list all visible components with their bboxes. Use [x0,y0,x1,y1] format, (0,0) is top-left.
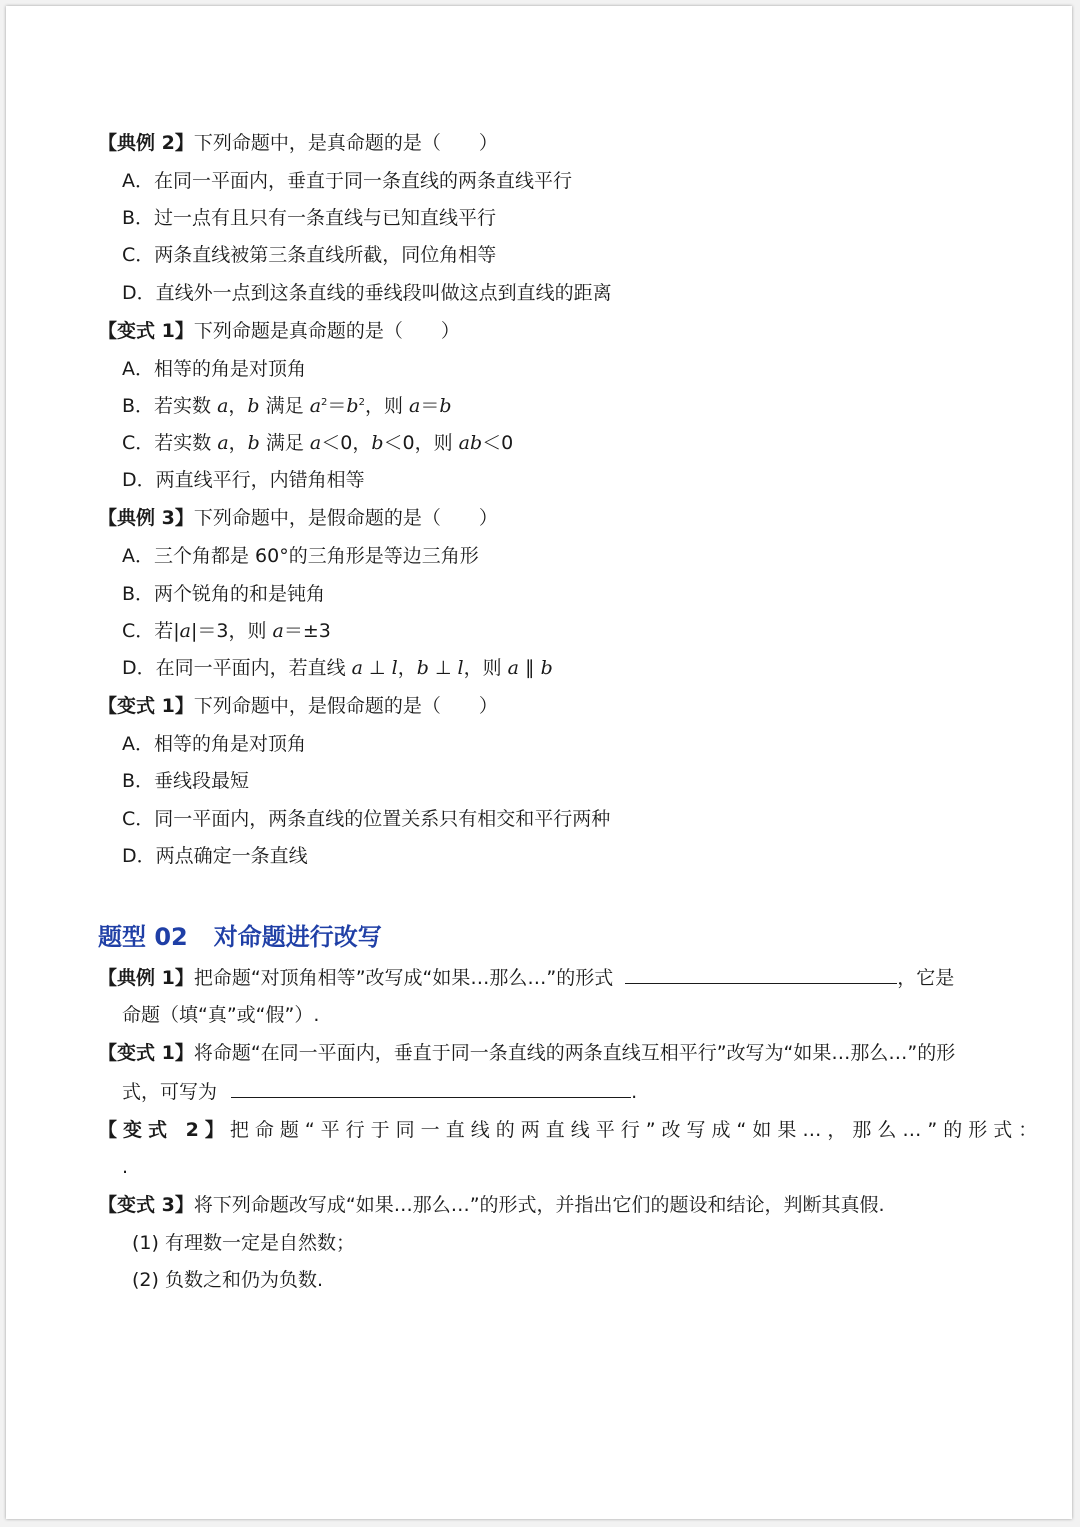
example-1-line-1: 【典例 1】把命题“对顶角相等”改写成“如果…那么…”的形式 ，它是 [98,967,955,989]
variant-2-line-1: 【变式 2】把命题“平行于同一直线的两直线平行”改写成“如果…，那么…”的形式： [98,1119,1044,1141]
variant-1a-option-a: A．相等的角是对顶角 [122,358,306,380]
answer-blank[interactable] [231,1079,631,1098]
variant-1b-stem: 下列命题中，是假命题的是（ ） [193,695,498,717]
example-3-option-c: C．若|a|＝3，则 a＝±3 [122,620,331,642]
variant-1a-tag: 【变式 1】 [98,320,194,342]
section-heading [98,917,382,952]
example-2-tag: 【典例 2】 [98,132,194,154]
answer-blank[interactable] [625,965,897,984]
variant-1a-option-d: D．两直线平行，内错角相等 [122,469,365,491]
variant-2-tag: 【变式 2】 [98,1119,230,1141]
variant-2-line-2: . [122,1156,129,1178]
example-3-stem: 下列命题中，是假命题的是（ ） [193,507,498,529]
example-3-option-a: A．三个角都是 60°的三角形是等边三角形 [122,545,479,567]
example-3-question [98,506,498,530]
example-3-tag: 【典例 3】 [98,507,194,529]
example-3-option-d: D．在同一平面内，若直线 a ⊥ l，b ⊥ l，则 a ∥ b [122,657,553,679]
example-1-tag: 【典例 1】 [98,967,194,989]
example-2-option-b: B．过一点有且只有一条直线与已知直线平行 [122,207,497,229]
variant-3-item-1: (1) 有理数一定是自然数； [132,1232,355,1254]
variant-1b-question [98,694,498,718]
variant-1a-stem: 下列命题是真命题的是（ ） [193,320,460,342]
example-1-line-2: 命题（填“真”或“假”）. [122,1004,320,1026]
variant-3-tag: 【变式 3】 [98,1194,194,1216]
example-3-option-b: B．两个锐角的和是钝角 [122,583,326,605]
variant-1-tag: 【变式 1】 [98,1042,194,1064]
variant-1a-option-c: C．若实数 a，b 满足 a＜0，b＜0，则 ab＜0 [122,432,514,454]
example-2-option-c: C．两条直线被第三条直线所截，同位角相等 [122,244,497,266]
variant-1b-tag: 【变式 1】 [98,695,194,717]
section-title: 对命题进行改写 [213,923,382,951]
variant-1b-option-b: B．垂线段最短 [122,770,250,792]
variant-1b-option-a: A．相等的角是对顶角 [122,733,306,755]
example-2-option-a: A．在同一平面内，垂直于同一条直线的两条直线平行 [122,170,572,192]
variant-1-line-2: 式，可写为 . [122,1081,638,1103]
example-2-question [98,131,498,155]
variant-1a-question [98,319,460,343]
example-2-option-d: D．直线外一点到这条直线的垂线段叫做这点到直线的距离 [122,282,612,304]
section-number: 题型 02 [98,923,188,951]
variant-1-line-1: 【变式 1】将命题“在同一平面内，垂直于同一条直线的两条直线互相平行”改写为“如果…那么…”的形 [98,1042,956,1064]
variant-1a-option-b: B．若实数 a，b 满足 $a^2=b^2$，则 a＝b [122,395,452,417]
document-page [6,6,1072,1519]
variant-1b-option-d: D．两点确定一条直线 [122,845,308,867]
variant-1b-option-c: C．同一平面内，两条直线的位置关系只有相交和平行两种 [122,808,611,830]
variant-3-line-1: 【变式 3】将下列命题改写成“如果…那么…”的形式，并指出它们的题设和结论，判断其真假. [98,1194,885,1216]
example-2-stem: 下列命题中，是真命题的是（ ） [193,132,498,154]
variant-3-item-2: (2) 负数之和仍为负数. [132,1269,323,1291]
